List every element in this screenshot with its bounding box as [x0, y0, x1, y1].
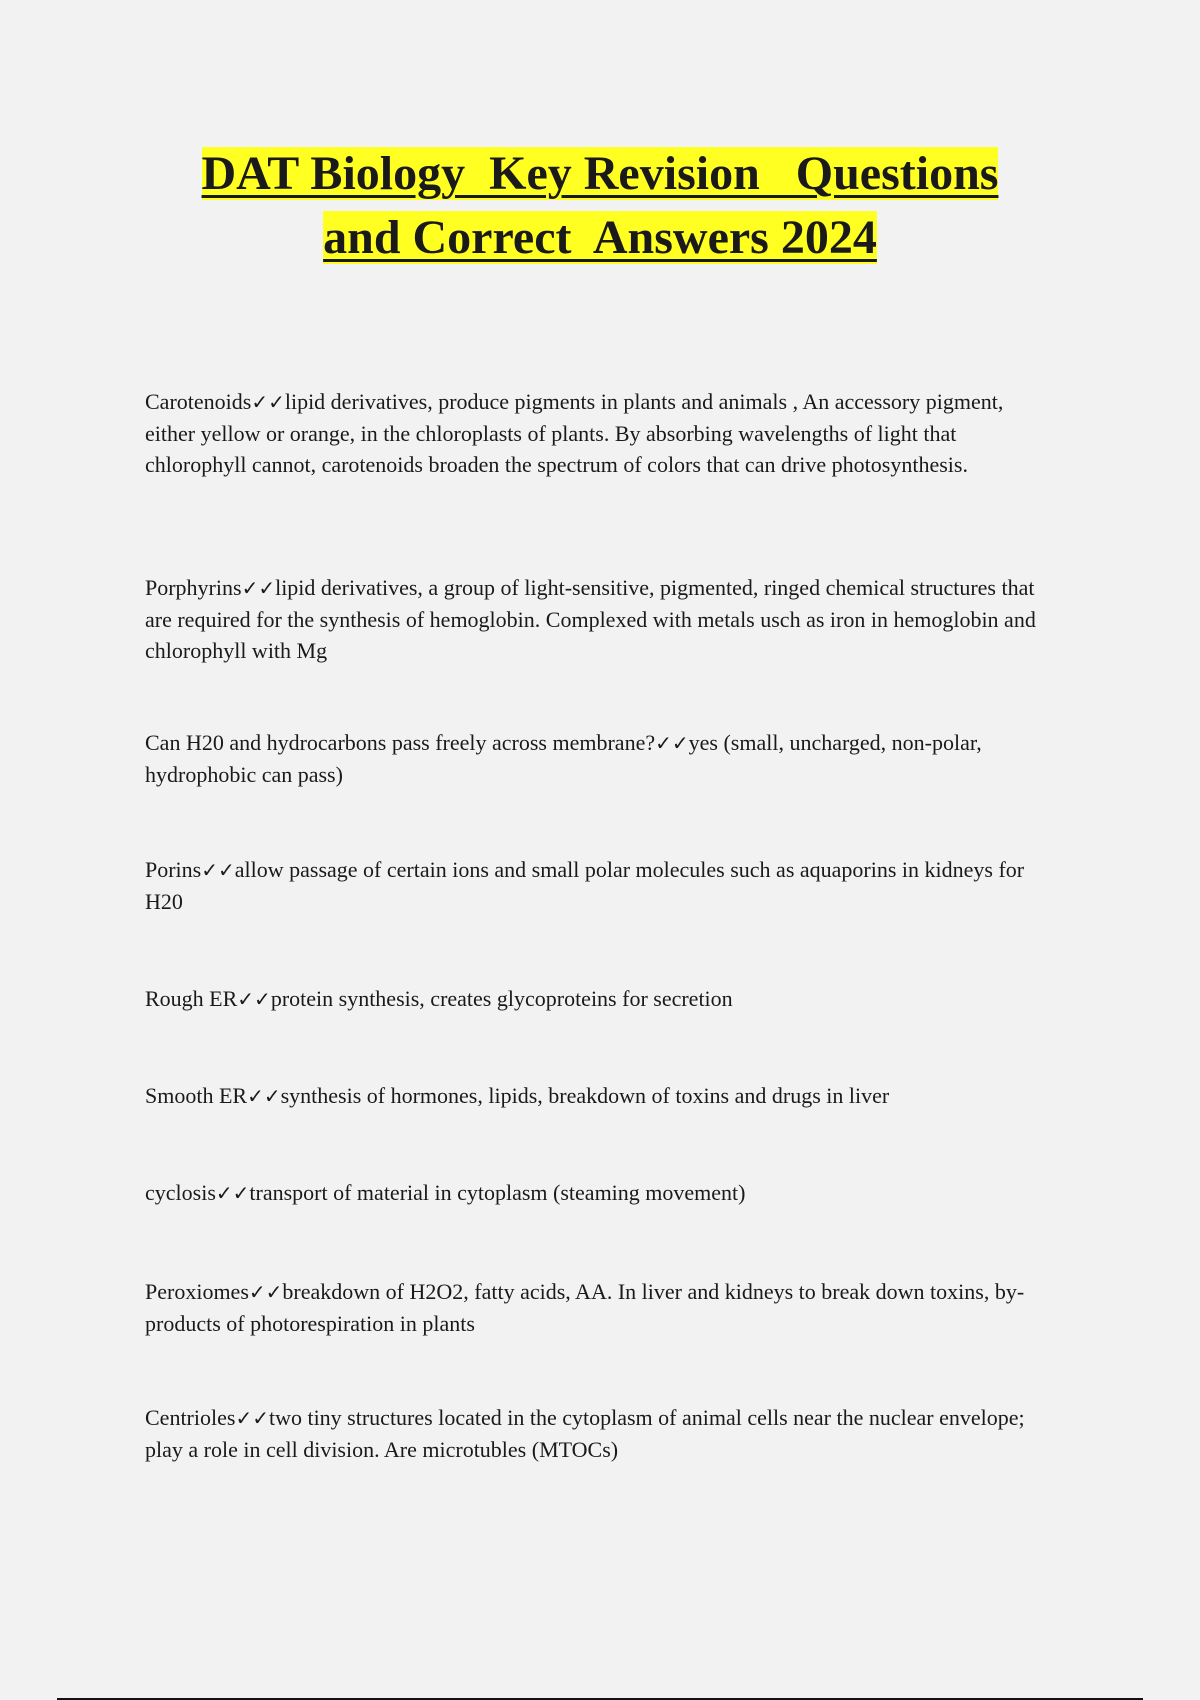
check-mark-icon: ✓✓	[655, 731, 689, 755]
entry-answer: two tiny structures located in the cytoplasm of animal cells near the nuclear envelope; play a role in cell division. Are microtubles (MTOCs)	[145, 1405, 1025, 1462]
entry-answer: breakdown of H2O2, fatty acids, AA. In liver and kidneys to break down toxins, by-products of photorespiration in plants	[145, 1279, 1025, 1336]
title-line-2: and Correct Answers 2024	[323, 211, 877, 264]
entry-answer: synthesis of hormones, lipids, breakdown of toxins and drugs in liver	[280, 1083, 890, 1108]
entry-term: cyclosis	[145, 1180, 216, 1205]
qa-entry-smooth-er	[145, 1080, 889, 1112]
check-mark-icon: ✓✓	[251, 390, 285, 414]
entry-answer: lipid derivatives, a group of light-sensitive, pigmented, ringed chemical structures that are required for the synthesis of hemoglobin. Complexed with metals usch as iron in hemoglobin and chlorophyll with Mg	[145, 575, 1036, 663]
qa-entry-peroxiomes	[145, 1276, 1045, 1339]
entry-answer: lipid derivatives, produce pigments in plants and animals , An accessory pigment, either yellow or orange, in the chloroplasts of plants. By absorbing wavelengths of light that chlorophyll cannot, carotenoids broaden the spectrum of colors that can drive photosynthesis.	[145, 389, 1004, 477]
qa-entry-carotenoids	[145, 386, 1045, 480]
check-mark-icon: ✓✓	[201, 858, 235, 882]
qa-entry-membrane-passage	[145, 727, 1045, 790]
check-mark-icon: ✓✓	[235, 1406, 269, 1430]
qa-entry-rough-er	[145, 983, 733, 1015]
check-mark-icon: ✓✓	[237, 987, 271, 1011]
check-mark-icon: ✓✓	[248, 1280, 283, 1304]
entry-term: Porins	[145, 857, 202, 882]
check-mark-icon: ✓✓	[215, 1181, 250, 1205]
entry-term: Porphyrins	[145, 575, 242, 600]
entry-answer: protein synthesis, creates glycoproteins for secretion	[270, 986, 733, 1011]
qa-entry-centrioles	[145, 1402, 1045, 1465]
entry-term: Can H20 and hydrocarbons pass freely across membrane?	[145, 730, 656, 755]
entry-term: Carotenoids	[145, 389, 252, 414]
document-title	[100, 142, 1100, 270]
entry-answer: allow passage of certain ions and small polar molecules such as aquaporins in kidneys for H20	[145, 857, 1025, 914]
check-mark-icon: ✓✓	[247, 1084, 281, 1108]
qa-entry-cyclosis	[145, 1177, 746, 1209]
entry-term: Peroxiomes	[145, 1279, 249, 1304]
check-mark-icon: ✓✓	[241, 576, 276, 600]
entry-term: Centrioles	[145, 1405, 236, 1430]
entry-term: Rough ER	[145, 986, 238, 1011]
title-line-1: DAT Biology Key Revision Questions	[201, 147, 999, 200]
qa-entry-porphyrins	[145, 572, 1045, 666]
entry-answer: transport of material in cytoplasm (steaming movement)	[249, 1180, 746, 1205]
entry-answer: yes (small, uncharged, non-polar, hydrophobic can pass)	[145, 730, 982, 787]
qa-entry-porins	[145, 854, 1045, 917]
entry-term: Smooth ER	[145, 1083, 248, 1108]
